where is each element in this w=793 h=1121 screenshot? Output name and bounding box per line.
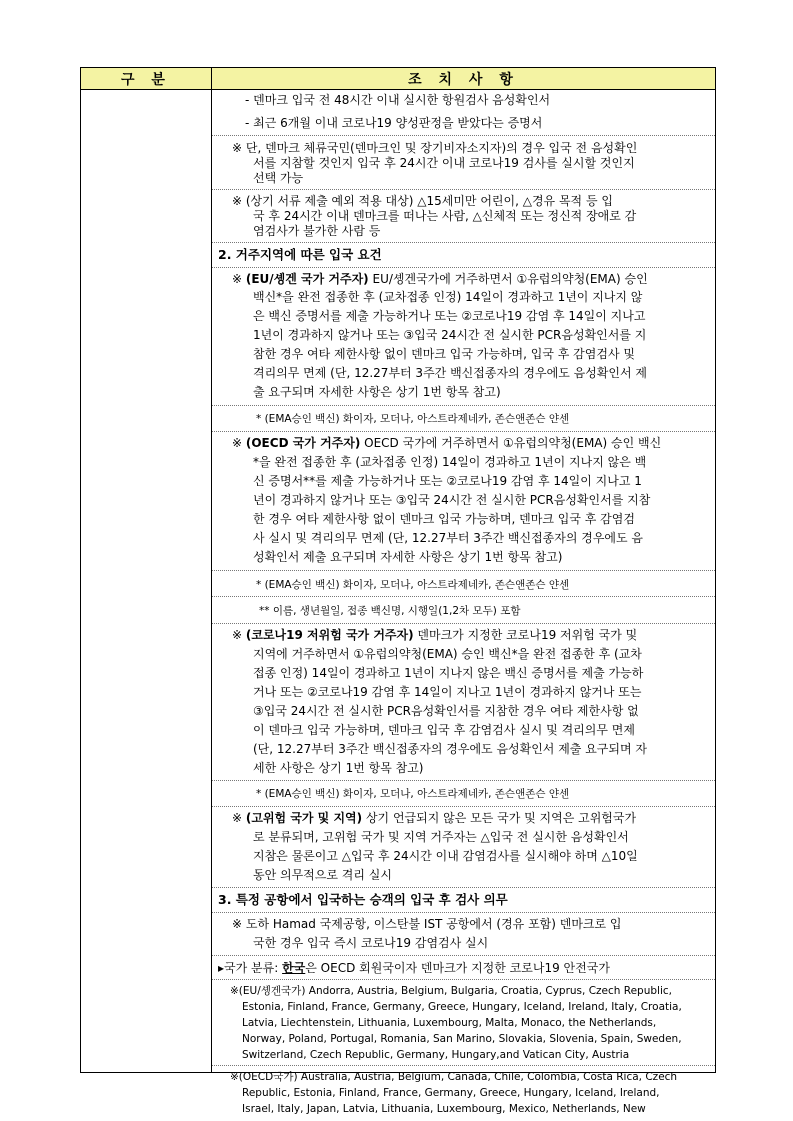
country-list-line: Estonia, Finland, France, Germany, Greece, Hungary, Iceland, Ireland, Italy, Croatia,: [242, 1001, 682, 1013]
doc-line: 거나 또는 ②코로나19 감염 후 14일이 지나고 1년이 경과하지 않거나 또는: [253, 685, 642, 699]
section-heading: 3. 특정 공항에서 입국하는 승객의 입국 후 검사 의무: [218, 892, 508, 907]
doc-line: 동안 의무적으로 격리 실시: [253, 868, 392, 882]
doc-line: 참한 경우 여타 제한사항 없이 덴마크 입국 가능하며, 입국 후 감염검사 및: [253, 347, 635, 361]
divider: [212, 405, 715, 406]
divider: [212, 242, 715, 243]
doc-line: ※ 도하 Hamad 국제공항, 이스탄불 IST 공항에서 (경유 포함) 덴마크로 입: [232, 917, 622, 931]
divider: [212, 979, 715, 980]
doc-line: 접종 인정) 14일이 경과하고 1년이 지나지 않은 백신 증명서를 제출 가능하: [253, 666, 644, 680]
country-list-line: Norway, Poland, Portugal, Romania, San Marino, Slovakia, Slovenia, Spain, Sweden,: [242, 1033, 682, 1045]
divider: [212, 189, 715, 190]
country-list-line: Republic, Estonia, Finland, France, Germany, Greece, Hungary, Iceland, Ireland,: [242, 1087, 660, 1099]
footnote: ** 이름, 생년월일, 접종 백신명, 시행일(1,2차 모두) 포함: [259, 605, 521, 617]
measures-cell: [212, 90, 715, 1115]
doc-line: 지참은 물론이고 △입국 후 24시간 이내 감염검사를 실시해야 하며 △10일: [253, 849, 638, 863]
divider: [212, 780, 715, 781]
doc-line: ※ (EU/솅겐 국가 거주자) EU/솅겐국가에 거주하면서 ①유럽의약청(EMA) 승인: [232, 272, 648, 286]
doc-line: 년이 경과하지 않거나 또는 ③입국 24시간 전 실시한 PCR음성확인서를 지참: [253, 493, 651, 507]
doc-line: 백신*을 완전 접종한 후 (교차접종 인정) 14일이 경과하고 1년이 지나지 않: [253, 290, 643, 304]
table-header: [81, 68, 715, 90]
doc-line: - 최근 6개월 이내 코로나19 양성판정을 받았다는 증명서: [245, 116, 543, 130]
table-body: [81, 90, 715, 1115]
doc-line: 격리의무 면제 (단, 12.27부터 3주간 백신접종자의 경우에도 음성확인서 제: [253, 366, 647, 380]
doc-line: 국한 경우 입국 즉시 코로나19 감염검사 실시: [253, 936, 489, 950]
doc-line: 지역에 거주하면서 ①유럽의약청(EMA) 승인 백신*을 완전 접종한 후 (교차: [253, 647, 642, 661]
measures-table: [80, 67, 716, 1115]
divider: [212, 431, 715, 432]
section-heading: 2. 거주지역에 따른 입국 요건: [218, 247, 382, 262]
doc-line: ※ (OECD 국가 거주자) OECD 국가에 거주하면서 ①유럽의약청(EMA) 승인 백신: [232, 436, 662, 450]
country-list-line: ※(EU/솅겐국가) Andorra, Austria, Belgium, Bulgaria, Croatia, Cyprus, Czech Republic,: [230, 985, 672, 997]
doc-line: 사 실시 및 격리의무 면제 (단, 12.27부터 3주간 백신접종자의 경우에도 음: [253, 531, 644, 545]
doc-line: ③입국 24시간 전 실시한 PCR음성확인서를 지참한 경우 여타 제한사항 없: [253, 704, 639, 718]
footnote: * (EMA승인 백신) 화이자, 모더나, 아스트라제네카, 존슨앤존슨 얀센: [256, 788, 570, 800]
divider: [212, 570, 715, 571]
doc-line: ※ 단, 덴마크 체류국민(덴마크인 및 장기비자소지자)의 경우 입국 전 음성확인: [232, 141, 638, 155]
doc-line: 한 경우 여타 제한사항 없이 덴마크 입국 가능하며, 덴마크 입국 후 감염검: [253, 512, 635, 526]
divider: [212, 1065, 715, 1066]
doc-line: 로 분류되며, 고위험 국가 및 지역 거주자는 △입국 전 실시한 음성확인서: [253, 830, 629, 844]
divider: [212, 596, 715, 597]
divider: [212, 887, 715, 888]
country-list-line: Latvia, Liechtenstein, Lithuania, Luxembourg, Malta, Monaco, the Netherlands,: [242, 1017, 657, 1029]
divider: [212, 623, 715, 624]
country-list-line: ※(OECD국가) Australia, Austria, Belgium, Canada, Chile, Colombia, Costa Rica, Czech: [230, 1071, 678, 1083]
doc-line: 출 요구되며 자세한 사항은 상기 1번 항목 참고): [253, 385, 501, 399]
country-list-line: Switzerland, Czech Republic, Germany, Hungary,and Vatican City, Austria: [242, 1049, 630, 1061]
doc-line: (단, 12.27부터 3주간 백신접종자의 경우에도 음성확인서 제출 요구되며 자: [253, 742, 647, 756]
divider: [212, 267, 715, 268]
footnote: * (EMA승인 백신) 화이자, 모더나, 아스트라제네카, 존슨앤존슨 얀센: [256, 413, 570, 425]
doc-line: 은 백신 증명서를 제출 가능하거나 또는 ②코로나19 감염 후 14일이 지나고: [253, 309, 646, 323]
doc-line: ※ (코로나19 저위험 국가 거주자) 덴마크가 지정한 코로나19 저위험 국가 및: [232, 628, 638, 642]
footnote: * (EMA승인 백신) 화이자, 모더나, 아스트라제네카, 존슨앤존슨 얀센: [256, 579, 570, 591]
doc-line: 염검사가 불가한 사람 등: [253, 224, 381, 238]
divider: [212, 135, 715, 136]
category-cell: [81, 90, 212, 1073]
doc-line: ※ (고위험 국가 및 지역) 상기 언급되지 않은 모든 국가 및 지역은 고위험국가: [232, 811, 637, 825]
doc-line: 성확인서 제출 요구되며 자세한 사항은 상기 1번 항목 참고): [253, 550, 563, 564]
doc-line: ※ (상기 서류 제출 예외 적용 대상) △15세미만 어린이, △경유 목적 등 입: [232, 194, 613, 208]
doc-line: *을 완전 접종한 후 (교차접종 인정) 14일이 경과하고 1년이 지나지 않은 백: [253, 455, 647, 469]
header-measures: 조 치 사 항: [408, 71, 519, 88]
doc-line: 세한 사항은 상기 1번 항목 참고): [253, 761, 424, 775]
divider: [212, 912, 715, 913]
doc-line: 서를 지참할 것인지 입국 후 24시간 이내 코로나19 검사를 실시할 것인지: [253, 156, 635, 170]
doc-line: 신 증명서**를 제출 가능하거나 또는 ②코로나19 감염 후 14일이 지나고 1: [253, 474, 642, 488]
divider: [212, 955, 715, 956]
doc-line: 이 덴마크 입국 가능하며, 덴마크 입국 후 감염검사 실시 및 격리의무 면제: [253, 723, 635, 737]
doc-line: - 덴마크 입국 전 48시간 이내 실시한 항원검사 음성확인서: [245, 93, 551, 107]
doc-line: 국 후 24시간 이내 덴마크를 떠나는 사람, △신체적 또는 정신적 장애로 감: [253, 209, 637, 223]
doc-line: 선택 가능: [253, 171, 304, 185]
country-list-line: Israel, Italy, Japan, Latvia, Lithuania, Luxembourg, Mexico, Netherlands, New: [242, 1103, 646, 1115]
header-category: 구 분: [81, 68, 212, 89]
divider: [212, 806, 715, 807]
doc-line: 1년이 경과하지 않거나 또는 ③입국 24시간 전 실시한 PCR음성확인서를 지: [253, 328, 647, 342]
country-classification: ▸국가 분류: 한국은 OECD 회원국이자 덴마크가 지정한 코로나19 안전국가: [218, 961, 610, 975]
